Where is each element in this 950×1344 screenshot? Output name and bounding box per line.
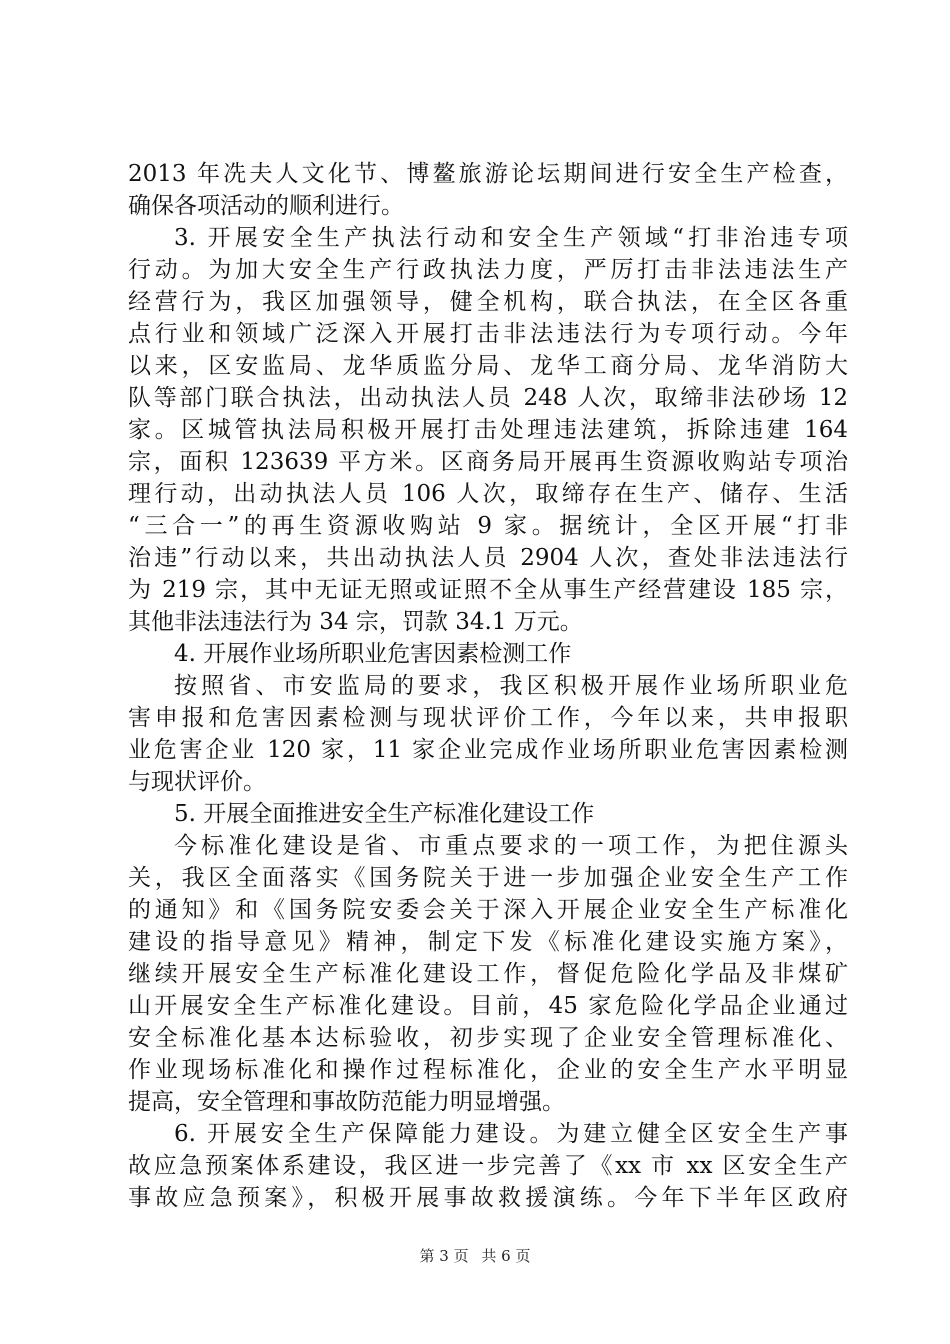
text-line: 经营行为，我区加强领导，健全机构，联合执法，在全区各重 bbox=[128, 289, 848, 315]
text-line: 确保各项活动的顺利进行。 bbox=[128, 193, 404, 219]
page-footer bbox=[0, 1246, 950, 1266]
text-line: 继续开展安全生产标准化建设工作，督促危险化学品及非煤矿 bbox=[128, 961, 848, 987]
text-line: 4. 开展作业场所职业危害因素检测工作 bbox=[174, 641, 572, 667]
text-line: 提高，安全管理和事故防范能力明显增强。 bbox=[128, 1089, 565, 1115]
text-line: 宗，面积 123639 平方米。区商务局开展再生资源收购站专项治 bbox=[128, 449, 848, 475]
text-line: 6. 开展安全生产保障能力建设。为建立健全区安全生产事 bbox=[174, 1121, 848, 1147]
text-line: 事故应急预案》，积极开展事故救援演练。今年下半年区政府 bbox=[128, 1185, 848, 1211]
text-line: 今标准化建设是省、市重点要求的一项工作，为把住源头 bbox=[174, 833, 848, 859]
page-total: 共 6 页 bbox=[481, 1247, 531, 1265]
text-line: 3. 开展安全生产执法行动和安全生产领域“打非治违专项 bbox=[174, 225, 848, 251]
text-line: 家。区城管执法局积极开展打击处理违法建筑，拆除违建 164 bbox=[128, 417, 848, 443]
text-line: 为 219 宗，其中无证无照或证照不全从事生产经营建设 185 宗， bbox=[128, 577, 848, 603]
text-line: 建设的指导意见》精神，制定下发《标准化建设实施方案》， bbox=[128, 929, 848, 955]
document-body bbox=[128, 158, 848, 1214]
text-line: 与现状评价。 bbox=[128, 769, 266, 795]
text-line: 故应急预案体系建设，我区进一步完善了《xx 市 xx 区安全生产 bbox=[128, 1153, 848, 1179]
text-line: 作业现场标准化和操作过程标准化，企业的安全生产水平明显 bbox=[128, 1057, 848, 1083]
text-line: 业危害企业 120 家，11 家企业完成作业场所职业危害因素检测 bbox=[128, 737, 848, 763]
text-line: 害申报和危害因素检测与现状评价工作，今年以来，共申报职 bbox=[128, 705, 848, 731]
text-line: 5. 开展全面推进安全生产标准化建设工作 bbox=[174, 801, 595, 827]
text-line: 行动。为加大安全生产行政执法力度，严厉打击非法违法生产 bbox=[128, 257, 848, 283]
text-line: 安全标准化基本达标验收，初步实现了企业安全管理标准化、 bbox=[128, 1025, 848, 1051]
text-line: 以来，区安监局、龙华质监分局、龙华工商分局、龙华消防大 bbox=[128, 353, 848, 379]
text-line: 2013 年冼夫人文化节、博鳌旅游论坛期间进行安全生产检查， bbox=[128, 161, 848, 187]
text-line: 队等部门联合执法，出动执法人员 248 人次，取缔非法砂场 12 bbox=[128, 385, 848, 411]
text-line: 的通知》和《国务院安委会关于深入开展企业安全生产标准化 bbox=[128, 897, 848, 923]
text-line: 点行业和领域广泛深入开展打击非法违法行为专项行动。今年 bbox=[128, 321, 848, 347]
text-line: 山开展安全生产标准化建设。目前，45 家危险化学品企业通过 bbox=[128, 993, 848, 1019]
text-line: “三合一”的再生资源收购站 9 家。据统计，全区开展“打非 bbox=[128, 513, 848, 539]
text-line: 按照省、市安监局的要求，我区积极开展作业场所职业危 bbox=[174, 673, 848, 699]
text-line: 关，我区全面落实《国务院关于进一步加强企业安全生产工作 bbox=[128, 865, 848, 891]
page-number: 第 3 页 bbox=[419, 1247, 469, 1265]
text-line: 理行动，出动执法人员 106 人次，取缔存在生产、储存、生活 bbox=[128, 481, 848, 507]
text-line: 其他非法违法行为 34 宗，罚款 34.1 万元。 bbox=[128, 609, 583, 635]
text-line: 治违”行动以来，共出动执法人员 2904 人次，查处非法违法行 bbox=[128, 545, 848, 571]
